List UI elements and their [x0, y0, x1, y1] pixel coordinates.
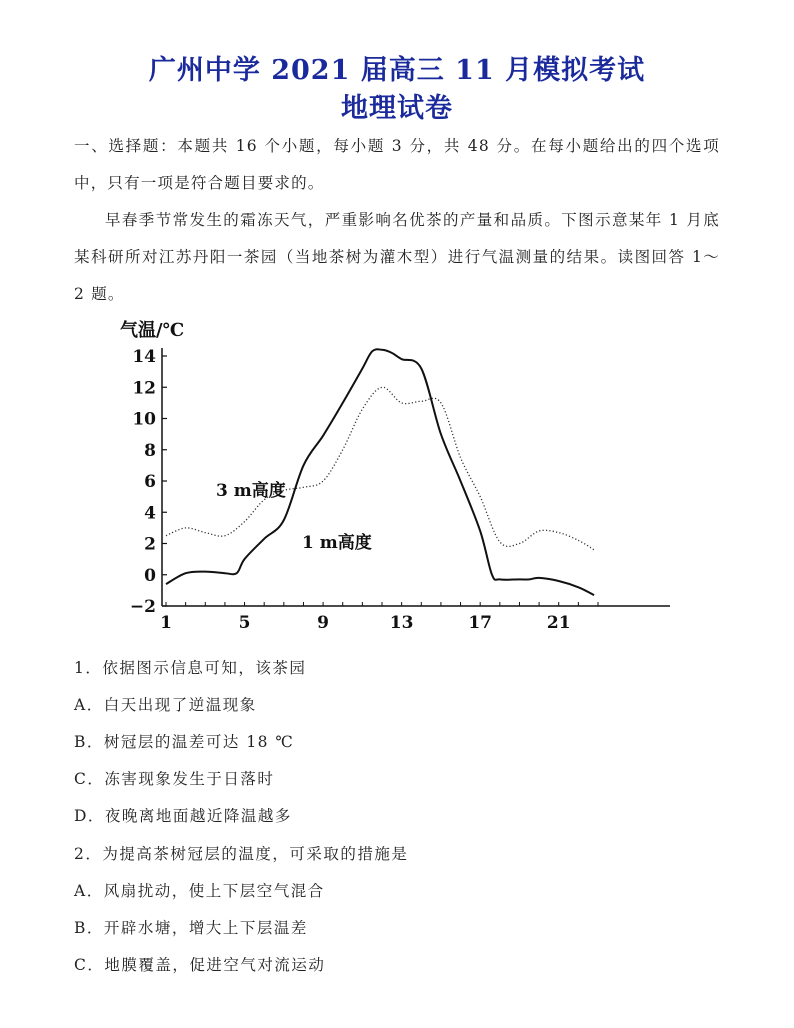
x-tick-label: 9: [317, 613, 330, 633]
y-tick-label: 14: [132, 347, 156, 367]
y-tick-label: 6: [144, 472, 156, 492]
y-tick-label: 0: [144, 565, 156, 586]
x-tick-label: 17: [468, 613, 493, 633]
series-line-1m: [166, 349, 594, 595]
question-stem: 1．依据图示信息可知，该茶园: [74, 659, 307, 677]
x-tick-label: 21: [546, 613, 571, 633]
question-passage: 早春季节常发生的霜冻天气，严重影响名优茶的产量和品质。下图示意某年 1 月底某科研所对江苏丹阳一茶园（当地茶树为灌木型）进行气温测量的结果。读图回答 1～2 题。: [74, 211, 720, 303]
answer-option[interactable]: C．冻害现象发生于日落时: [74, 770, 275, 788]
answer-option[interactable]: C．地膜覆盖，促进空气对流运动: [74, 956, 326, 974]
question-stem: 2．为提高茶树冠层的温度，可采取的措施是: [74, 845, 409, 863]
series-label-1m: 1 m高度: [302, 533, 372, 553]
y-tick-label: 2: [144, 534, 156, 555]
x-tick-label: 5: [238, 613, 251, 633]
y-tick-label: 10: [132, 409, 156, 430]
answer-option[interactable]: D．夜晚离地面越近降温越多: [74, 807, 292, 825]
series-line-3m: [166, 387, 594, 550]
series-label-3m: 3 m高度: [216, 481, 286, 501]
y-tick-label: 4: [144, 503, 156, 524]
page-title: 广州中学 2021 届高三 11 月模拟考试: [148, 55, 646, 86]
y-tick-label: 12: [132, 378, 156, 399]
chart-series: [166, 349, 594, 595]
answer-option[interactable]: A．白天出现了逆温现象: [74, 696, 257, 714]
x-tick-label: 13: [389, 613, 414, 633]
answer-option[interactable]: B．树冠层的温差可达 18 ℃: [74, 733, 295, 751]
temperature-line-chart: [110, 308, 680, 638]
answer-option[interactable]: A．风扇扰动，使上下层空气混合: [74, 882, 325, 900]
y-tick-label: 8: [144, 440, 156, 461]
chart-axes: [162, 348, 670, 606]
answer-option[interactable]: B．开辟水塘，增大上下层温差: [74, 919, 308, 937]
y-tick-label: −2: [129, 597, 156, 617]
section-instructions: 一、选择题：本题共 16 个小题，每小题 3 分，共 48 分。在每小题给出的四个选项中，只有一项是符合题目要求的。: [74, 137, 720, 192]
chart-ticks: [130, 347, 598, 633]
page-subtitle: 地理试卷: [341, 93, 453, 124]
y-axis-label: 气温/℃: [120, 320, 185, 341]
x-tick-label: 1: [160, 613, 172, 633]
